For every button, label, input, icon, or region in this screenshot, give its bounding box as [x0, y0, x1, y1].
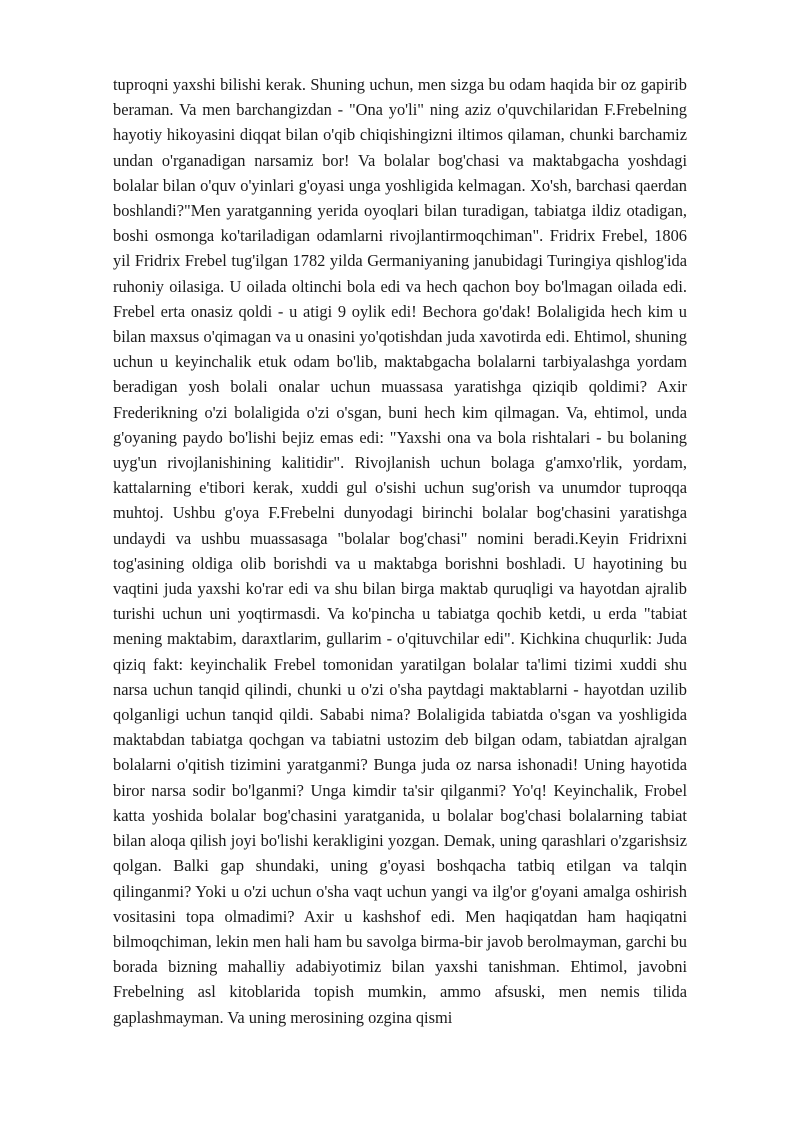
document-page [113, 72, 687, 1030]
body-paragraph: tuproqni yaxshi bilishi kerak. Shuning uchun, men sizga bu odam haqida bir oz gapirib beraman. Va men barchangizdan - "Ona yo'li" ning aziz o'quvchilaridan F.Frebelning hayotiy hikoyasini diqqat bilan o'qib chiqishingizni iltimos qilaman, chunki barchamiz undan o'rganadigan narsamiz bor! Va bolalar bog'chasi va maktabgacha yoshdagi bolalar bilan o'quv o'yinlari g'oyasi unga yoshligida kelmagan. Xo'sh, barchasi qaerdan boshlandi?"Men yaratganning yerida oyoqlari bilan turadigan, tabiatga ildiz otadigan, boshi osmonga ko'tariladigan odamlarni rivojlantirmoqchiman". Fridrix Frebel, 1806 yil Fridrix Frebel tug'ilgan 1782 yilda Germaniyaning janubidagi Turingiya qishlog'ida ruhoniy oilasiga. U oilada oltinchi bola edi va hech qachon boy bo'lmagan oilada edi. Frebel erta onasiz qoldi - u atigi 9 oylik edi! Bechora go'dak! Bolaligida hech kim u bilan maxsus o'qimagan va u onasini yo'qotishdan juda xavotirda edi. Ehtimol, shuning uchun u keyinchalik etuk odam bo'lib, maktabgacha bolalarni tarbiyalashga yordam beradigan yosh bolali onalar uchun muassasa yaratishga qiziqib qoldimi? Axir Frederikning o'zi bolaligida o'zi o'sgan, buni hech kim qilmagan. Va, ehtimol, unda g'oyaning paydo bo'lishi bejiz emas edi: "Yaxshi ona va bola rishtalari - bu bolaning uyg'un rivojlanishining kalitidir". Rivojlanish uchun bolaga g'amxo'rlik, yordam, kattalarning e'tibori kerak, xuddi gul o'sishi uchun sug'orish va unumdor tuproqqa muhtoj. Ushbu g'oya F.Frebelni dunyodagi birinchi bolalar bog'chasini yaratishga undaydi va ushbu muassasaga "bolalar bog'chasi" nomini beradi.Keyin Fridrixni tog'asining oldiga olib borishdi va u maktabga borishni boshladi. U hayotining bu vaqtini juda yaxshi ko'rar edi va shu bilan birga maktab quruqligi va hayotdan ajralib turishi uchun uni yoqtirmasdi. Va ko'pincha u tabiatga qochib ketdi, u erda "tabiat mening maktabim, daraxtlarim, gullarim - o'qituvchilar edi". Kichkina chuqurlik: Juda qiziq fakt: keyinchalik Frebel tomonidan yaratilgan bolalar ta'limi tizimi xuddi shu narsa uchun tanqid qilindi, chunki u o'zi o'sha paytdagi maktablarni - hayotdan uzilib qolganligi uchun tanqid qildi. Sababi nima? Bolaligida tabiatda o'sgan va yoshligida maktabdan tabiatga qochgan va tabiatni ustozim deb bilgan odam, tabiatdan ajralgan bolalarni o'qitish tizimini yaratganmi? Bunga juda oz narsa ishonadi! Uning hayotida biror narsa sodir bo'lganmi? Unga kimdir ta'sir qilganmi? Yo'q! Keyinchalik, Frobel katta yoshida bolalar bog'chasini yaratganida, u bolalar bog'chasi bolalarning tabiat bilan aloqa qilish joyi bo'lishi kerakligini yozgan. Demak, uning qarashlari o'zgarishsiz qolgan. Balki gap shundaki, uning g'oyasi boshqacha tatbiq etilgan va talqin qilinganmi? Yoki u o'zi uchun o'sha vaqt uchun yangi va ilg'or g'oyani amalga oshirish vositasini topa olmadimi? Axir u kashshof edi. Men haqiqatdan ham haqiqatni bilmoqchiman, lekin men hali ham bu savolga birma-bir javob berolmayman, garchi bu borada bizning mahalliy adabiyotimiz bilan yaxshi tanishman. Ehtimol, javobni Frebelning asl kitoblarida topish mumkin, ammo afsuski, men nemis tilida gaplashmayman. Va uning merosining ozgina qismi [113, 75, 687, 1027]
